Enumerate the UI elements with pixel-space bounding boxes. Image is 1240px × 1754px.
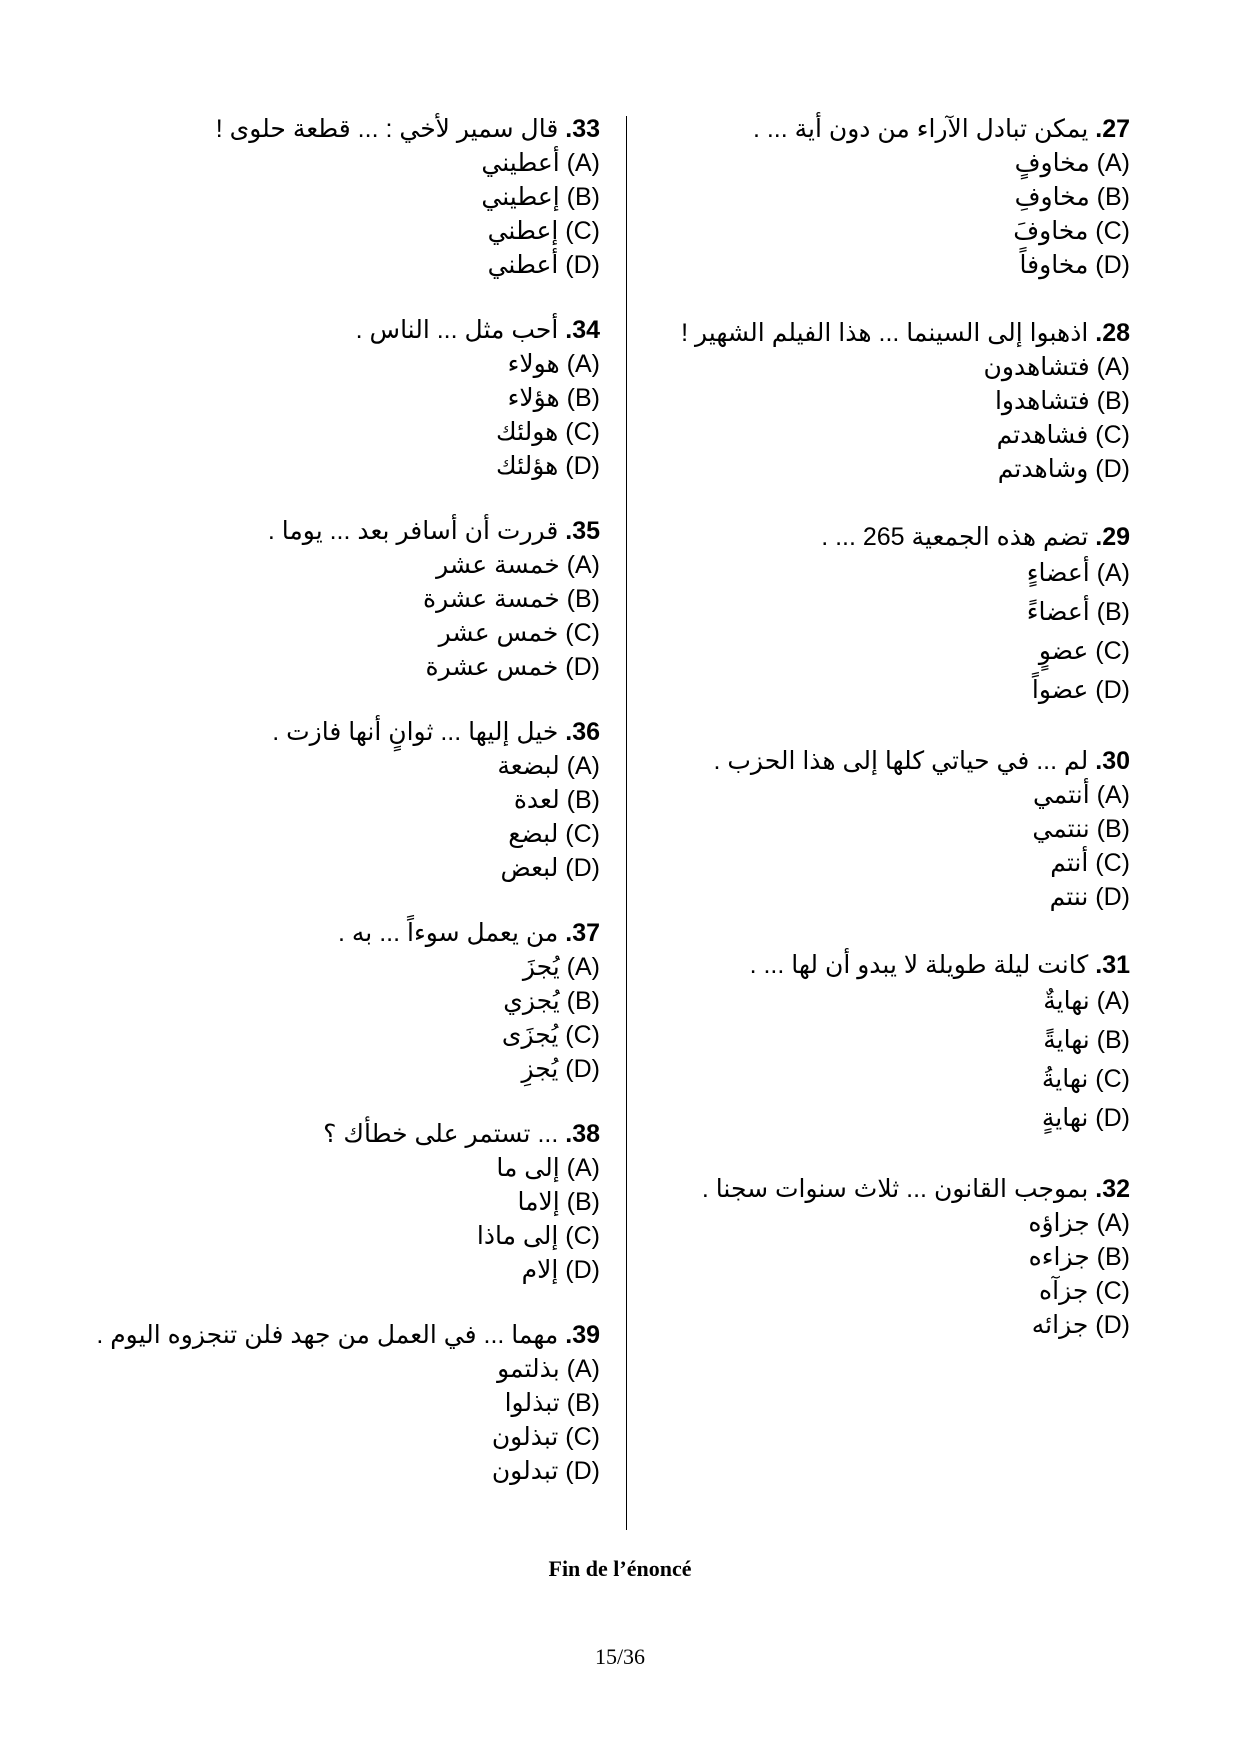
question-stem	[640, 316, 1130, 350]
page-number: 15/36	[594, 1644, 646, 1669]
question-39	[80, 1318, 600, 1488]
question-stem	[640, 744, 1130, 778]
question-stem	[640, 1172, 1130, 1206]
option-d: (D) نهايةٍ	[1041, 1104, 1130, 1132]
option-b: (B) نهايةً	[1043, 1026, 1130, 1054]
option-a: (A) مخاوفٍ	[1014, 149, 1130, 177]
option-c: (C) تبذلون	[491, 1423, 600, 1451]
option-d: (D) إلام	[521, 1256, 600, 1284]
option-d: (D) ننتم	[1049, 883, 1130, 911]
question-number: 36.	[565, 718, 600, 746]
question-37	[80, 916, 600, 1086]
question-36	[80, 715, 600, 885]
option-b: (B) لعدة	[513, 786, 600, 814]
option-b: (B) جزاءه	[1028, 1243, 1130, 1271]
question-number: 38.	[565, 1120, 600, 1148]
option-b: (B) خمسة عشرة	[423, 585, 600, 613]
question-number: 33.	[565, 115, 600, 143]
option-c: (C) جزآه	[1039, 1277, 1130, 1305]
question-text: قال سمير لأخي : ... قطعة حلوى !	[215, 115, 559, 143]
question-stem	[80, 1117, 600, 1151]
option-c: (C) عضوٍ	[1038, 637, 1130, 665]
option-a: (A) يُجزَ	[522, 953, 600, 981]
option-c: (C) إلى ماذا	[476, 1222, 600, 1250]
question-text: من يعمل سوءاً ... به .	[338, 919, 559, 947]
question-stem	[80, 514, 600, 548]
option-b: (B) فتشاهدوا	[994, 387, 1130, 415]
option-c: (C) خمس عشر	[438, 619, 600, 647]
option-d: (D) هؤلئك	[496, 452, 600, 480]
question-stem	[640, 520, 1130, 554]
question-text: أحب مثل ... الناس .	[355, 316, 559, 344]
question-number: 34.	[565, 316, 600, 344]
question-33	[80, 112, 600, 282]
option-b: (B) إعطيني	[481, 183, 600, 211]
question-number: 35.	[565, 517, 600, 545]
option-d: (D) وشاهدتم	[997, 455, 1130, 483]
option-d: (D) جزائه	[1031, 1311, 1130, 1339]
question-28	[640, 316, 1130, 486]
option-a: (A) أنتمي	[1032, 781, 1130, 809]
question-number: 31.	[1095, 951, 1130, 979]
question-number: 39.	[565, 1321, 600, 1349]
question-text: مهما ... في العمل من جهد فلن تنجزوه اليوم .	[96, 1321, 559, 1349]
option-c: (C) أنتم	[1050, 849, 1130, 877]
option-d: (D) خمس عشرة	[425, 653, 600, 681]
option-c: (C) مخاوفَ	[1013, 217, 1130, 245]
question-text: يمكن تبادل الآراء من دون أية ... .	[752, 115, 1089, 143]
option-d: (D) لبعض	[500, 854, 600, 882]
option-b: (B) هؤلاء	[507, 384, 600, 412]
option-a: (A) بذلتمو	[497, 1355, 600, 1383]
option-b: (B) تبذلوا	[504, 1389, 600, 1417]
option-c: (C) يُجزَى	[501, 1021, 600, 1049]
option-c: (C) هولئك	[496, 418, 600, 446]
option-c: (C) نهايةُ	[1041, 1065, 1130, 1093]
question-text: اذهبوا إلى السينما ... هذا الفيلم الشهير !	[681, 319, 1089, 347]
option-c: (C) فشاهدتم	[996, 421, 1130, 449]
option-d: (D) مخاوفاً	[1019, 251, 1130, 279]
option-a: (A) هولاء	[507, 350, 600, 378]
option-c: (C) إعطني	[487, 217, 600, 245]
question-number: 37.	[565, 919, 600, 947]
question-stem	[80, 1318, 600, 1352]
question-27	[640, 112, 1130, 282]
option-a: (A) أعضاءٍ	[1026, 559, 1130, 587]
question-text: كانت ليلة طويلة لا يبدو أن لها ... .	[749, 951, 1089, 979]
option-b: (B) إلاما	[517, 1188, 600, 1216]
option-d: (D) عضواً	[1031, 676, 1130, 704]
question-text: بموجب القانون ... ثلاث سنوات سجنا .	[701, 1175, 1089, 1203]
end-of-statement: Fin de l’énoncé	[548, 1556, 692, 1581]
option-d: (D) تبدلون	[491, 1457, 600, 1485]
question-text: قررت أن أسافر بعد ... يوما .	[267, 517, 559, 545]
question-stem	[80, 112, 600, 146]
question-35	[80, 514, 600, 684]
option-a: (A) لبضعة	[497, 752, 600, 780]
question-text: ... تستمر على خطأك ؟	[323, 1120, 559, 1148]
question-number: 27.	[1095, 115, 1130, 143]
question-text: لم ... في حياتي كلها إلى هذا الحزب .	[713, 747, 1089, 775]
column-divider	[626, 116, 627, 1530]
option-b: (B) أعضاءً	[1026, 598, 1130, 626]
option-b: (B) ننتمي	[1032, 815, 1130, 843]
option-d: (D) يُجزِ	[521, 1055, 600, 1083]
option-d: (D) أعطني	[487, 251, 600, 279]
option-b: (B) يُجزي	[503, 987, 600, 1015]
option-a: (A) أعطيني	[481, 149, 600, 177]
option-a: (A) إلى ما	[496, 1154, 600, 1182]
question-stem	[80, 916, 600, 950]
question-text: خيل إليها ... ثوانٍ أنها فازت .	[272, 718, 559, 746]
question-number: 32.	[1095, 1175, 1130, 1203]
option-a: (A) فتشاهدون	[983, 353, 1130, 381]
question-number: 30.	[1095, 747, 1130, 775]
option-b: (B) مخاوفِ	[1014, 183, 1130, 211]
question-31	[640, 948, 1130, 1138]
option-a: (A) نهايةٌ	[1043, 987, 1130, 1015]
question-number: 28.	[1095, 319, 1130, 347]
question-32	[640, 1172, 1130, 1342]
question-stem	[640, 948, 1130, 982]
question-number: 29.	[1095, 523, 1130, 551]
question-text: تضم هذه الجمعية 265 ... .	[821, 523, 1089, 551]
question-38	[80, 1117, 600, 1287]
question-30	[640, 744, 1130, 914]
left-column	[80, 112, 600, 1488]
right-column	[640, 112, 1130, 1342]
question-stem	[80, 715, 600, 749]
option-a: (A) جزاؤه	[1028, 1209, 1130, 1237]
question-stem	[80, 313, 600, 347]
option-a: (A) خمسة عشر	[436, 551, 600, 579]
question-stem	[640, 112, 1130, 146]
question-29	[640, 520, 1130, 710]
question-34	[80, 313, 600, 483]
option-c: (C) لبضع	[508, 820, 600, 848]
